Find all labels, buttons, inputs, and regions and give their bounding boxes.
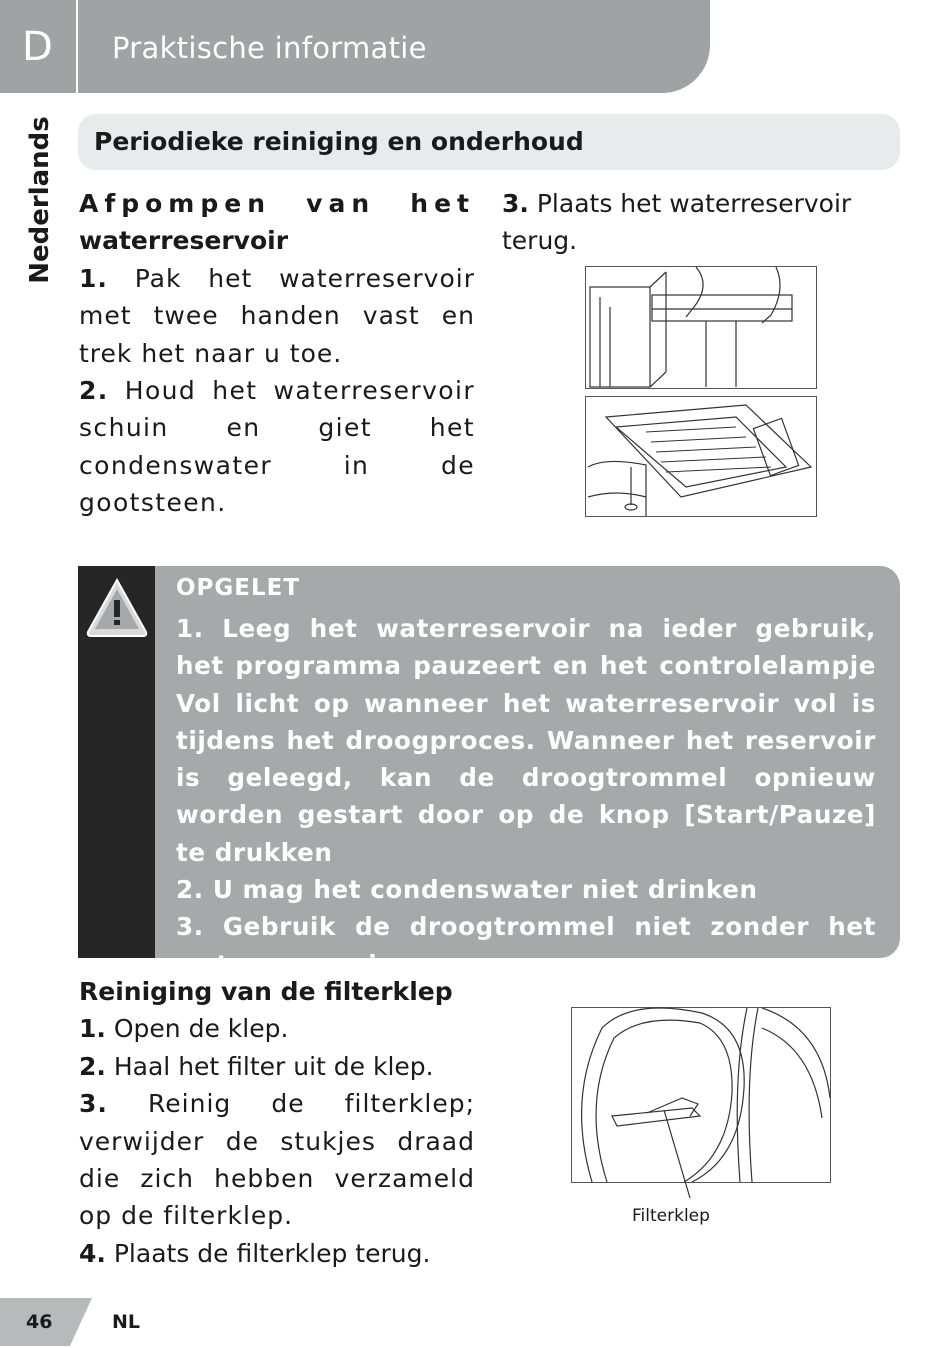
section-title: Periodieke reiniging en onderhoud (94, 127, 584, 156)
pump-instructions (79, 185, 475, 522)
filter-step-3 (79, 1085, 475, 1235)
warning-strip (78, 566, 155, 958)
warning-body (176, 610, 876, 983)
page-header (0, 0, 710, 93)
filter-step-2 (79, 1048, 475, 1085)
step-text: Pak het waterreservoir met twee handen vast en trek het naar u toe. (79, 263, 475, 368)
page-number: 46 (26, 1311, 53, 1333)
pump-title (79, 185, 475, 260)
warning-item-2: 2. U mag het condenswater niet drinken (176, 875, 758, 905)
step-text: Haal het filter uit de klep. (113, 1051, 434, 1081)
reservoir-insert-illustration (585, 266, 817, 389)
filter-door-illustration (571, 1007, 831, 1183)
pump-step-3 (502, 185, 902, 260)
step-text: Houd het waterreservoir schuin en giet het condenswater in de gootsteen. (79, 376, 475, 518)
filter-title: Reiniging van de filterklep (79, 977, 453, 1006)
pump-step-3-column (502, 185, 902, 260)
step-text: Reinig de filterklep; verwijder de stukjes draad die zich hebben verzameld op de filterklep. (79, 1089, 475, 1231)
warning-item-1: 1. Leeg het waterreservoir na ieder gebruik, het programma pauzeert en het controlelampje Vol licht op wanneer het waterreservoir vol is tijdens het droogproces. Wanneer het reservoir is geleegd, kan de droogtrommel opnieuw worden gestart door op de knop [Start/Pauze] te drukken (176, 614, 876, 867)
warning-triangle-icon (85, 576, 149, 640)
step-number: 1. (79, 1014, 106, 1044)
warning-title: OPGELET (176, 575, 301, 601)
filter-step-4 (79, 1235, 475, 1272)
pump-step-1 (79, 260, 475, 372)
step-number: 3. (79, 1089, 108, 1119)
step-text: Plaats het waterreservoir terug. (502, 189, 852, 256)
step-number: 2. (79, 1051, 106, 1081)
step-text: Open de klep. (113, 1014, 289, 1044)
pump-title-part2: waterreservoir (79, 226, 289, 256)
filter-caption: Filterklep (632, 1206, 710, 1226)
filter-step-1 (79, 1010, 475, 1047)
section-heading-bar (78, 114, 900, 170)
header-divider (76, 0, 78, 93)
step-text: Plaats de filterklep terug. (113, 1238, 431, 1268)
filter-instructions (79, 973, 475, 1272)
warning-box (78, 566, 900, 979)
step-number: 3. (502, 189, 529, 218)
step-number: 4. (79, 1238, 106, 1268)
step-number: 1. (79, 263, 108, 293)
footer-language: NL (112, 1311, 141, 1333)
pump-step-2 (79, 372, 475, 522)
pump-title-part1: Afpompen van het (79, 189, 475, 218)
step-number: 2. (79, 376, 109, 406)
side-language-tab: Nederlands (25, 116, 55, 284)
pour-water-illustration (585, 396, 817, 517)
chapter-letter: D (22, 24, 53, 70)
chapter-title: Praktische informatie (112, 31, 427, 65)
warning-item-3: 3. Gebruik de droogtrommel niet zonder het waterreservoir. (176, 912, 876, 979)
